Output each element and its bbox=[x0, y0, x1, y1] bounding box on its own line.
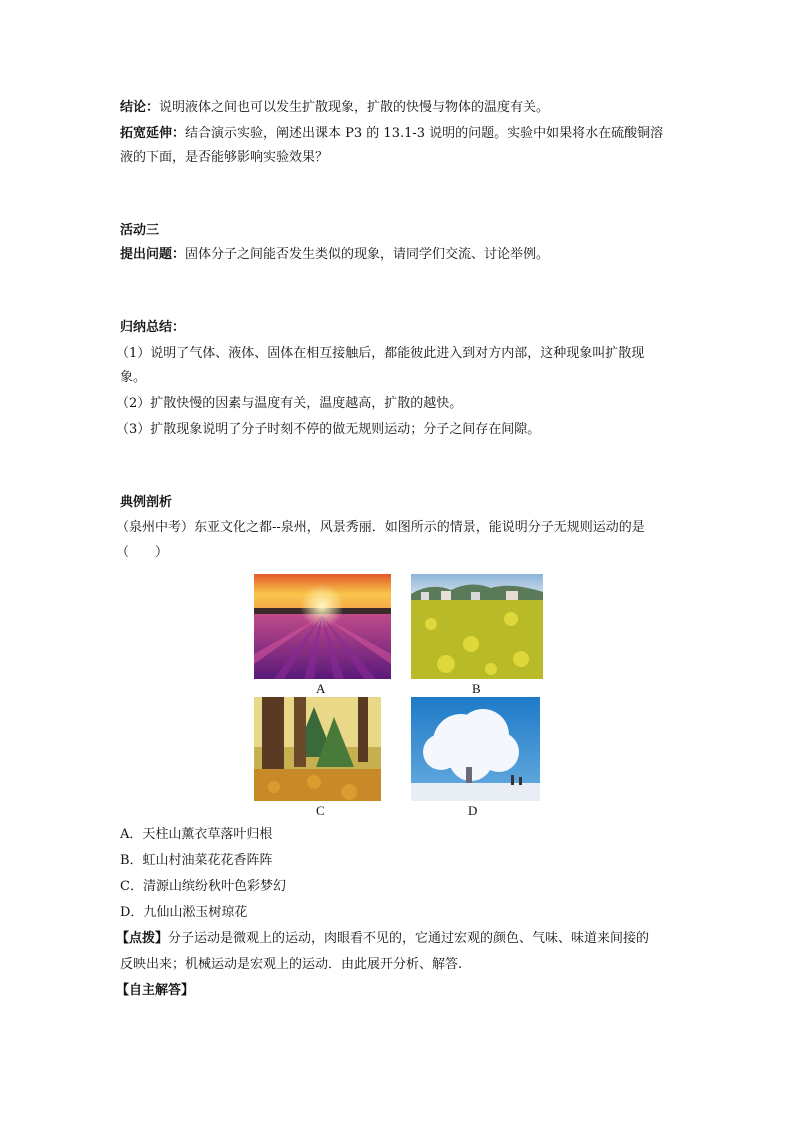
hint-label: 【点拨】 bbox=[116, 931, 169, 946]
summary-item-1a: （1）说明了气体、液体、固体在相互接触后，都能彼此进入到对方内部，这种现象叫扩散现 bbox=[116, 346, 645, 361]
option-d: D．九仙山淞玉树琼花 bbox=[120, 905, 248, 920]
hint-line-1 bbox=[116, 929, 676, 949]
example-question-1: （泉州中考）东亚文化之都--泉州，风景秀丽．如图所示的情景，能说明分子无规则运动的是 bbox=[116, 520, 645, 535]
hint-text-1: 分子运动是微观上的运动，肉眼看不见的，它通过宏观的颜色、气味、味道来间接的 bbox=[168, 931, 650, 946]
answer-label: 【自主解答】 bbox=[116, 983, 195, 998]
summary-item-1b: 象。 bbox=[120, 370, 147, 385]
conclusion-label: 结论： bbox=[120, 100, 160, 115]
caption-d: D bbox=[468, 803, 478, 818]
extend-text-1: 结合演示实验，阐述出课本 P3 的 13.1-3 说明的问题。实验中如果将水在硫酸铜溶 bbox=[185, 126, 664, 141]
question-text: 固体分子之间能否发生类似的现象，请同学们交流、讨论举例。 bbox=[185, 247, 550, 262]
summary-item-2: （2）扩散快慢的因素与温度有关，温度越高，扩散的越快。 bbox=[116, 396, 463, 411]
photo-d-frost-tree bbox=[411, 697, 540, 801]
extend-label: 拓宽延伸： bbox=[120, 126, 186, 141]
option-a: A．天柱山薰衣草落叶归根 bbox=[120, 827, 273, 842]
caption-c: C bbox=[316, 803, 325, 818]
option-c: C．清源山缤纷秋叶色彩梦幻 bbox=[120, 879, 286, 894]
activity-title: 活动三 bbox=[120, 223, 160, 238]
example-question-2: （ ） bbox=[116, 545, 169, 560]
hint-line-2: 反映出来；机械运动是宏观上的运动．由此展开分析、解答. bbox=[120, 957, 463, 972]
photo-a-lavender bbox=[254, 574, 391, 679]
question-line bbox=[120, 245, 680, 265]
example-title: 典例剖析 bbox=[120, 495, 173, 510]
option-b: B．虹山村油菜花花香阵阵 bbox=[120, 853, 273, 868]
summary-title: 归纳总结： bbox=[120, 320, 186, 335]
caption-a: A bbox=[316, 681, 326, 696]
question-label: 提出问题： bbox=[120, 247, 186, 262]
conclusion-line bbox=[120, 98, 680, 118]
extend-line-2: 液的下面，是否能够影响实验效果？ bbox=[120, 150, 329, 165]
conclusion-text: 说明液体之间也可以发生扩散现象，扩散的快慢与物体的温度有关。 bbox=[159, 100, 550, 115]
photo-b-rapeseed bbox=[411, 574, 543, 679]
extend-line-1 bbox=[120, 124, 680, 144]
photo-c-autumn bbox=[254, 697, 381, 801]
summary-item-3: （3）扩散现象说明了分子时刻不停的做无规则运动；分子之间存在间隙。 bbox=[116, 422, 541, 437]
caption-b: B bbox=[472, 681, 481, 696]
